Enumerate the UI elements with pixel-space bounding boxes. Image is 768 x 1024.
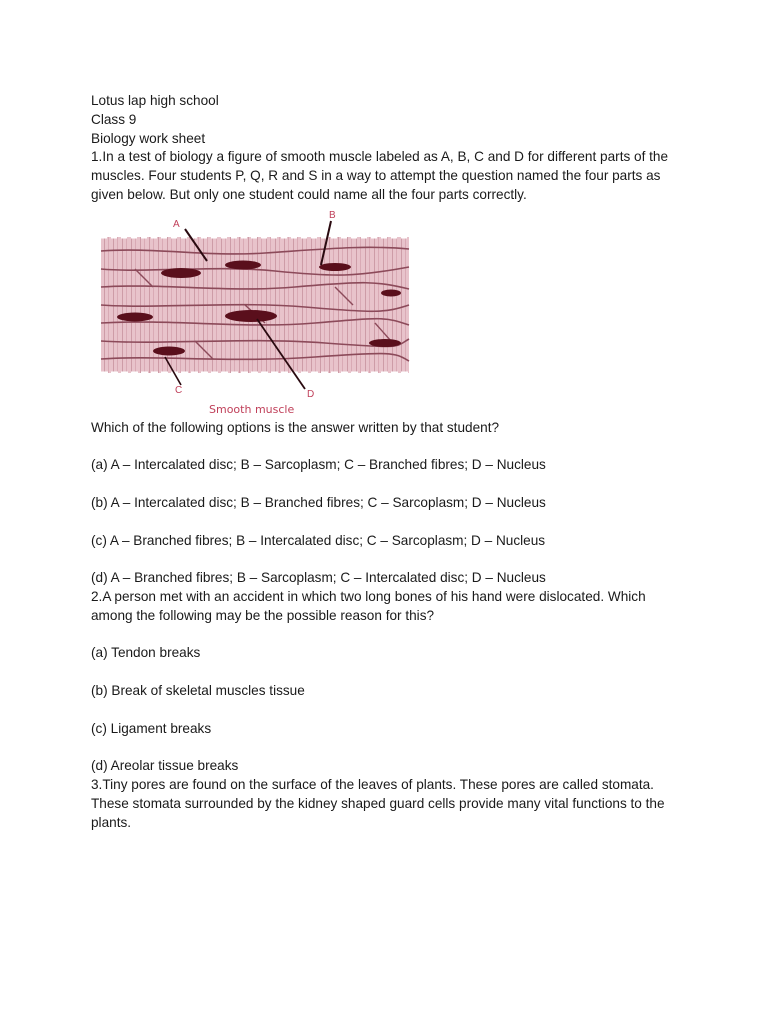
q1-option-d: (d) A – Branched fibres; B – Sarcoplasm; C – Intercalated disc; D – Nucleus <box>91 570 546 586</box>
q1-text-line-3: given below. But only one student could name all the four parts correctly. <box>91 186 527 202</box>
nucleus <box>369 339 401 347</box>
q1-text-line-1: 1.In a test of biology a figure of smooth muscle labeled as A, B, C and D for different parts of the <box>91 149 669 165</box>
q3-text-line-3: plants. <box>91 814 132 830</box>
nucleus <box>225 260 261 269</box>
sheet-title: Biology work sheet <box>91 130 206 146</box>
q2-option-b: (b) Break of skeletal muscles tissue <box>91 682 305 698</box>
label-b: B <box>329 209 336 221</box>
label-d: D <box>307 388 315 400</box>
q1-text-line-2: muscles. Four students P, Q, R and S in a way to attempt the question named the four parts as <box>91 168 661 184</box>
q2-text-line-2: among the following may be the possible reason for this? <box>91 607 435 623</box>
nucleus <box>153 346 185 355</box>
nucleus <box>225 310 277 322</box>
q2-option-a: (a) Tendon breaks <box>91 645 201 661</box>
class-label: Class 9 <box>91 111 137 127</box>
school-name: Lotus lap high school <box>91 93 219 108</box>
q1-option-b: (b) A – Intercalated disc; B – Branched fibres; C – Sarcoplasm; D – Nucleus <box>91 494 546 510</box>
smooth-muscle-figure <box>95 207 425 419</box>
q1-option-a: (a) A – Intercalated disc; B – Sarcoplasm; C – Branched fibres; D – Nucleus <box>91 457 546 473</box>
q3-text-line-2: These stomata surrounded by the kidney shaped guard cells provide many vital functions to the <box>91 795 665 811</box>
label-a: A <box>173 218 180 230</box>
muscle-tissue-block <box>101 237 409 373</box>
q2-option-d: (d) Areolar tissue breaks <box>91 758 239 774</box>
q1-option-c: (c) A – Branched fibres; B – Intercalated disc; C – Sarcoplasm; D – Nucleus <box>91 532 546 548</box>
q2-text-line-1: 2.A person met with an accident in which two long bones of his hand were dislocated. Which <box>91 588 646 604</box>
nucleus <box>161 268 201 278</box>
q3-text-line-1: 3.Tiny pores are found on the surface of the leaves of plants. These pores are called stomata. <box>91 776 654 792</box>
nucleus <box>117 312 153 321</box>
q2-option-c: (c) Ligament breaks <box>91 720 212 736</box>
nucleus <box>381 289 401 296</box>
nucleus <box>319 263 351 271</box>
worksheet-content <box>91 92 691 832</box>
figure-caption: Smooth muscle <box>209 402 295 416</box>
q1-question: Which of the following options is the answer written by that student? <box>91 419 500 435</box>
label-c: C <box>175 384 183 396</box>
